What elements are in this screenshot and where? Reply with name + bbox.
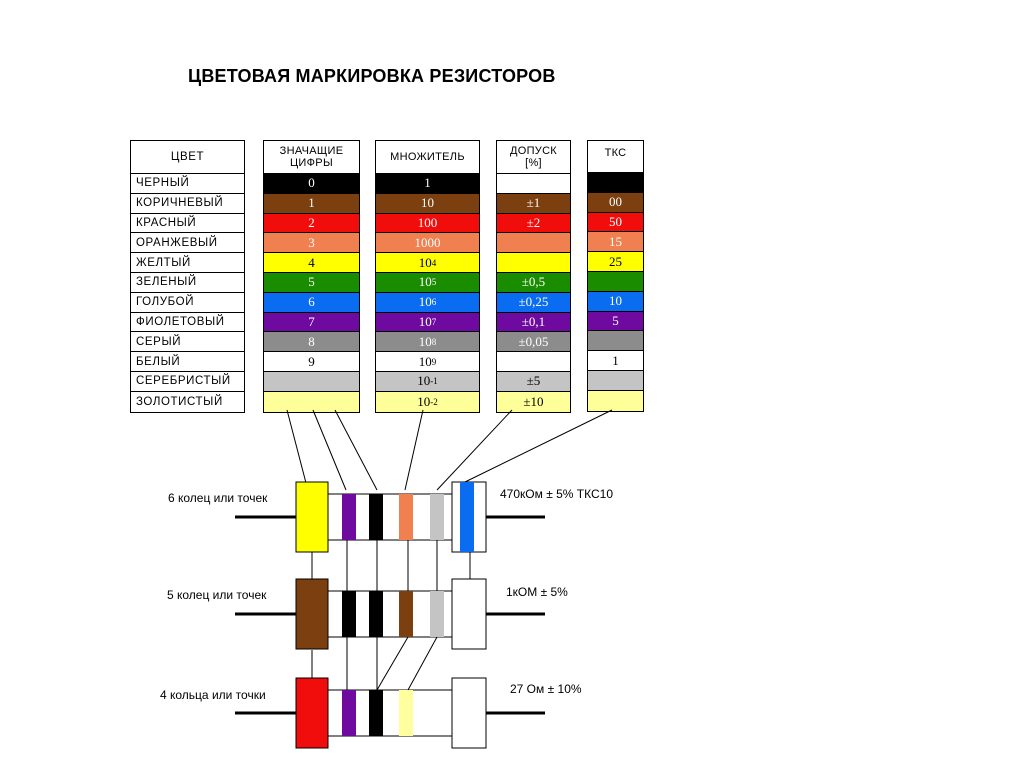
tks-cell: 1 <box>588 351 643 371</box>
resistor-band <box>399 591 413 637</box>
leader-line <box>405 410 423 490</box>
leader-line <box>437 410 512 490</box>
name-cell: СЕРЕБРИСТЫЙ <box>131 372 244 392</box>
leader-line <box>287 410 306 483</box>
tol-cell: ±1 <box>497 194 570 214</box>
mult-cell: 1000 <box>376 233 479 253</box>
resistor-band <box>342 591 356 637</box>
mult-cell: 10 -1 <box>376 372 479 392</box>
resistor-band <box>369 494 383 540</box>
digit-cell: 7 <box>264 313 359 333</box>
digit-cell: 6 <box>264 293 359 313</box>
resistor-cap <box>296 579 328 649</box>
digit-cell: 1 <box>264 194 359 214</box>
mult-cell: 1 <box>376 174 479 194</box>
tol-cell: ±0,1 <box>497 313 570 333</box>
name-cell: ЧЕРНЫЙ <box>131 174 244 194</box>
tol-cell: ±0,25 <box>497 293 570 313</box>
resistor-band <box>460 482 474 552</box>
leader-line <box>465 410 612 482</box>
resistor-value-4: 27 Ом ± 10% <box>510 682 582 696</box>
name-cell: БЕЛЫЙ <box>131 352 244 372</box>
name-cell: ЗЕЛЕНЫЙ <box>131 273 244 293</box>
mult-cell: 10 5 <box>376 273 479 293</box>
mult-cell: 10 6 <box>376 293 479 313</box>
mult-cell: 10 7 <box>376 313 479 333</box>
tol-cell: ±10 <box>497 392 570 412</box>
resistor-cap <box>296 482 328 552</box>
color-header: ЦВЕТ <box>131 141 244 174</box>
mult-cell: 10 <box>376 194 479 214</box>
resistor-band <box>399 494 413 540</box>
name-cell: СЕРЫЙ <box>131 332 244 352</box>
tol-cell: ±0,5 <box>497 273 570 293</box>
resistor-value-5: 1кОМ ± 5% <box>506 585 568 599</box>
name-cell: ОРАНЖЕВЫЙ <box>131 233 244 253</box>
digit-cell: 4 <box>264 253 359 273</box>
resistor-band <box>342 690 356 736</box>
resistor-label-4: 4 кольца или точки <box>160 688 266 702</box>
connector-line <box>408 637 437 690</box>
name-cell: ФИОЛЕТОВЫЙ <box>131 313 244 333</box>
digit-cell: 9 <box>264 352 359 372</box>
tks-cell: 10 <box>588 292 643 312</box>
mult-cell: 10 4 <box>376 253 479 273</box>
tks-cell: 5 <box>588 312 643 332</box>
tks-cell: 25 <box>588 252 643 272</box>
digit-cell: 8 <box>264 332 359 352</box>
multiplier-header: МНОЖИТЕЛЬ <box>376 141 479 174</box>
resistor-right-cap <box>452 678 486 748</box>
resistor-cap <box>296 678 328 748</box>
mult-cell: 100 <box>376 214 479 234</box>
name-cell: КОРИЧНЕВЫЙ <box>131 194 244 214</box>
name-cell: КРАСНЫЙ <box>131 214 244 234</box>
resistor-band <box>369 591 383 637</box>
tol-cell: ±2 <box>497 214 570 234</box>
name-cell: ГОЛУБОЙ <box>131 293 244 313</box>
digit-cell: 5 <box>264 273 359 293</box>
page-title: ЦВЕТОВАЯ МАРКИРОВКА РЕЗИСТОРОВ <box>188 66 556 86</box>
tolerance-header: ДОПУСК [%] <box>497 141 570 174</box>
name-cell: ЗОЛОТИСТЫЙ <box>136 395 223 408</box>
digit-cell: 2 <box>264 214 359 234</box>
resistor-right-cap <box>452 579 486 649</box>
tks-cell: 50 <box>588 213 643 233</box>
tks-cell: 15 <box>588 232 643 252</box>
resistor-band <box>430 591 444 637</box>
digit-cell: 0 <box>264 174 359 194</box>
resistor-label-5: 5 колец или точек <box>167 588 267 602</box>
tks-header: ТКС <box>588 141 643 173</box>
resistor-value-6: 470кОм ± 5% ТКС10 <box>500 487 613 501</box>
mult-cell: 10 8 <box>376 332 479 352</box>
resistor-band <box>430 494 444 540</box>
resistor-band <box>399 690 413 736</box>
mult-cell: 10 -2 <box>376 392 479 412</box>
resistor-band <box>342 494 356 540</box>
tks-cell: 00 <box>588 193 643 213</box>
digits-header: ЗНАЧАЩИЕ ЦИФРЫ <box>264 141 359 174</box>
tol-cell: ±5 <box>497 372 570 392</box>
resistor-band <box>369 690 383 736</box>
tol-cell: ±0,05 <box>497 332 570 352</box>
connector-line <box>377 637 408 690</box>
mult-cell: 10 9 <box>376 352 479 372</box>
digit-cell: 3 <box>264 233 359 253</box>
resistor-label-6: 6 колец или точек <box>168 491 268 505</box>
name-cell: ЖЕЛТЫЙ <box>131 253 244 273</box>
